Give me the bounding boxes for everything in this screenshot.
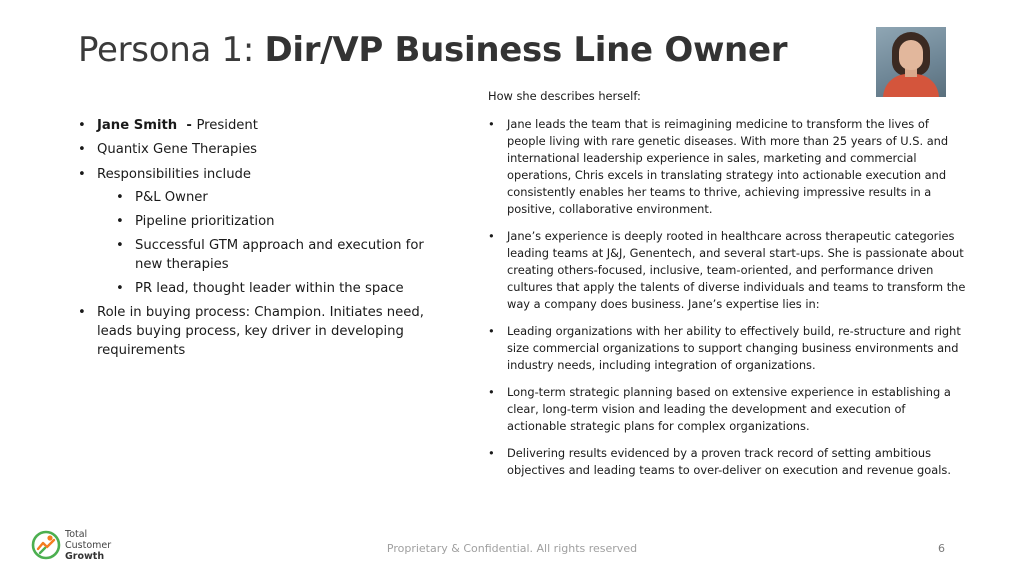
persona-name-item <box>78 116 438 135</box>
self-description-item: • Jane’s experience is deeply rooted in healthcare across therapeutic categories leading teams at J&J, Genentech, and several start-ups. She is passionate about creating others-focused, inclusive, team-oriented, and performance driven cultures that apply the talents of diverse individuals and teams to transform the way a company does business. Jane’s expertise lies in: <box>488 228 968 313</box>
responsibility-item: • PR lead, thought leader within the space <box>97 279 438 298</box>
logo-line-1: Total <box>65 529 88 540</box>
responsibilities-label: Responsibilities include <box>97 167 252 182</box>
responsibility-item: • P&L Owner <box>97 188 438 207</box>
persona-name: Jane Smith <box>97 118 178 133</box>
persona-company: • Quantix Gene Therapies <box>78 140 438 159</box>
persona-role: President <box>196 118 258 133</box>
responsibility-item: • Successful GTM approach and execution for new therapies <box>97 236 438 274</box>
page-title <box>78 30 787 70</box>
persona-details-list <box>78 116 438 365</box>
title-prefix: Persona 1: <box>78 30 265 70</box>
confidentiality-footer: Proprietary & Confidential. All rights reserved <box>386 542 638 555</box>
self-description-heading: How she describes herself: <box>488 89 641 103</box>
buying-role-item: • Role in buying process: Champion. Initiates need, leads buying process, key driver in developing requirements <box>78 303 438 360</box>
responsibilities-list <box>97 188 438 298</box>
responsibility-item: • Pipeline prioritization <box>97 212 438 231</box>
self-description-list <box>488 116 968 489</box>
responsibilities-item <box>78 165 438 298</box>
title-bold: Dir/VP Business Line Owner <box>264 30 788 70</box>
name-separator: - <box>177 118 197 133</box>
self-description-item: • Delivering results evidenced by a proven track record of setting ambitious objectives and leading teams to over-deliver on execution and revenue goals. <box>488 445 968 479</box>
page-number: 6 <box>938 542 945 555</box>
self-description-item: • Jane leads the team that is reimagining medicine to transform the lives of people living with rare genetic diseases. With more than 25 years of U.S. and international leadership experience in sales, marketing and commercial operations, Chris excels in translating strategy into actionable execution and consistently enables her teams to thrive, achieving impressive results in a positive, collaborative environment. <box>488 116 968 218</box>
self-description-item: • Long-term strategic planning based on extensive experience in establishing a clear, long-term vision and leading the development and execution of actionable strategic plans for complex organizations. <box>488 384 968 435</box>
persona-photo <box>876 27 946 97</box>
self-description-item: • Leading organizations with her ability to effectively build, re-structure and right size commercial organizations to support changing business environments and industry needs, including integration of organizations. <box>488 323 968 374</box>
logo-line-3: Growth <box>65 551 105 562</box>
logo-line-2: Customer <box>65 540 112 551</box>
